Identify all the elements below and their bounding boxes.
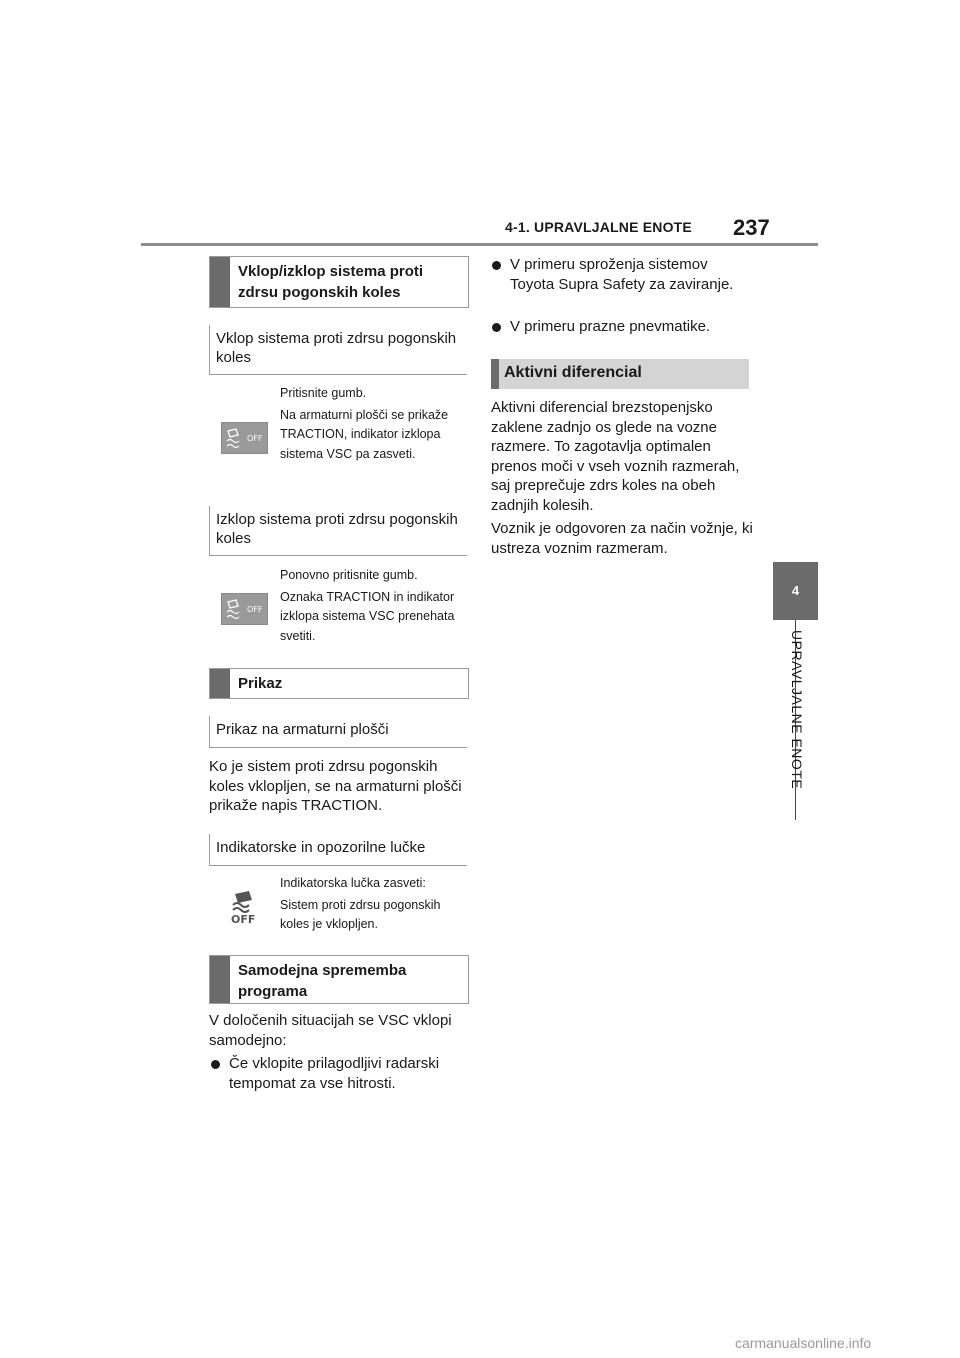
- page-number: 237: [733, 215, 770, 240]
- indicator-line: Ponovno pritisnite gumb.: [280, 568, 418, 582]
- indicator-line: Na armaturni plošči se prikaže TRACTION, indikator izklopa sistema VSC pa zasveti.: [280, 407, 449, 461]
- indicator-text-1: [280, 384, 468, 466]
- section-title: 4-1. UPRAVLJALNE ENOTE: [505, 219, 692, 235]
- indicator-line: Oznaka TRACTION in indikator izklopa sistema VSC prenehata svetiti.: [280, 589, 455, 643]
- bullet-item: [492, 255, 754, 294]
- subheading-indicators: Indikatorske in opozorilne lučke: [209, 834, 467, 866]
- watermark: carmanualsonline.info: [735, 1335, 872, 1351]
- bullet-item: [211, 1054, 473, 1093]
- subheading-enable: Vklop sistema proti zdrsu pogonskih koles: [209, 325, 467, 375]
- heading-bar: [210, 669, 230, 698]
- chapter-tab: 4: [773, 562, 818, 620]
- heading-text: Prikaz: [238, 675, 283, 692]
- bullet-icon: [492, 323, 501, 332]
- header-divider: [141, 243, 818, 246]
- paragraph-display: Ko je sistem proti zdrsu pogonskih koles vklopljen, se na armaturni plošči prikaže napis TRACTION.: [209, 758, 462, 814]
- paragraph-auto: V določenih situacijah se VSC vklopi samodejno:: [209, 1012, 452, 1049]
- heading-bar: [210, 257, 230, 307]
- heading-bar: [491, 359, 499, 389]
- indicator-text-3: [280, 874, 468, 937]
- paragraph-driver: Voznik je odgovoren za način vožnje, ki ustreza voznim razmeram.: [491, 520, 753, 557]
- heading-bar: [210, 956, 230, 1003]
- section-heading-differential: [491, 359, 749, 389]
- bullet-icon: [492, 261, 501, 270]
- subheading-display: Prikaz na armaturni plošči: [209, 716, 467, 748]
- bullet-item: [492, 317, 754, 337]
- svg-text:OFF: OFF: [231, 913, 256, 925]
- traction-off-icon: [221, 422, 268, 454]
- bullet-text: Če vklopite prilagodljivi radarski tempomat za vse hitrosti.: [229, 1055, 440, 1092]
- section-heading-auto: [209, 955, 469, 1004]
- bullet-text: V primeru sproženja sistemov Toyota Supra Safety za zaviranje.: [510, 256, 734, 293]
- indicator-line: Pritisnite gumb.: [280, 386, 367, 400]
- heading-text: Aktivni diferencial: [504, 364, 642, 381]
- paragraph-differential: Aktivni diferencial brezstopenjsko zaklene zadnjo os glede na vozne razmere. To zagotavlja optimalen prenos moči v vseh voznih razmerah, saj preprečuje zdrs koles na obeh zadnjih kolesih.: [491, 399, 740, 514]
- indicator-line: Sistem proti zdrsu pogonskih koles je vklopljen.: [280, 897, 441, 931]
- traction-off-icon: [221, 593, 268, 625]
- svg-text:OFF: OFF: [247, 605, 263, 614]
- svg-text:OFF: OFF: [247, 434, 263, 443]
- indicator-text-2: [280, 566, 468, 648]
- heading-text: Vklop/izklop sistema proti zdrsu pogonskih koles: [238, 263, 424, 301]
- indicator-line: Indikatorska lučka zasveti:: [280, 876, 426, 890]
- subheading-disable: Izklop sistema proti zdrsu pogonskih koles: [209, 506, 467, 556]
- section-heading-traction: [209, 256, 469, 308]
- vsc-off-warning-icon: [229, 889, 259, 925]
- chapter-title: UPRAVLJALNE ENOTE: [789, 630, 805, 790]
- heading-text: Samodejna sprememba programa: [238, 962, 407, 1000]
- bullet-text: V primeru prazne pnevmatike.: [510, 318, 711, 335]
- bullet-icon: [211, 1060, 220, 1069]
- section-heading-prikaz: [209, 668, 469, 699]
